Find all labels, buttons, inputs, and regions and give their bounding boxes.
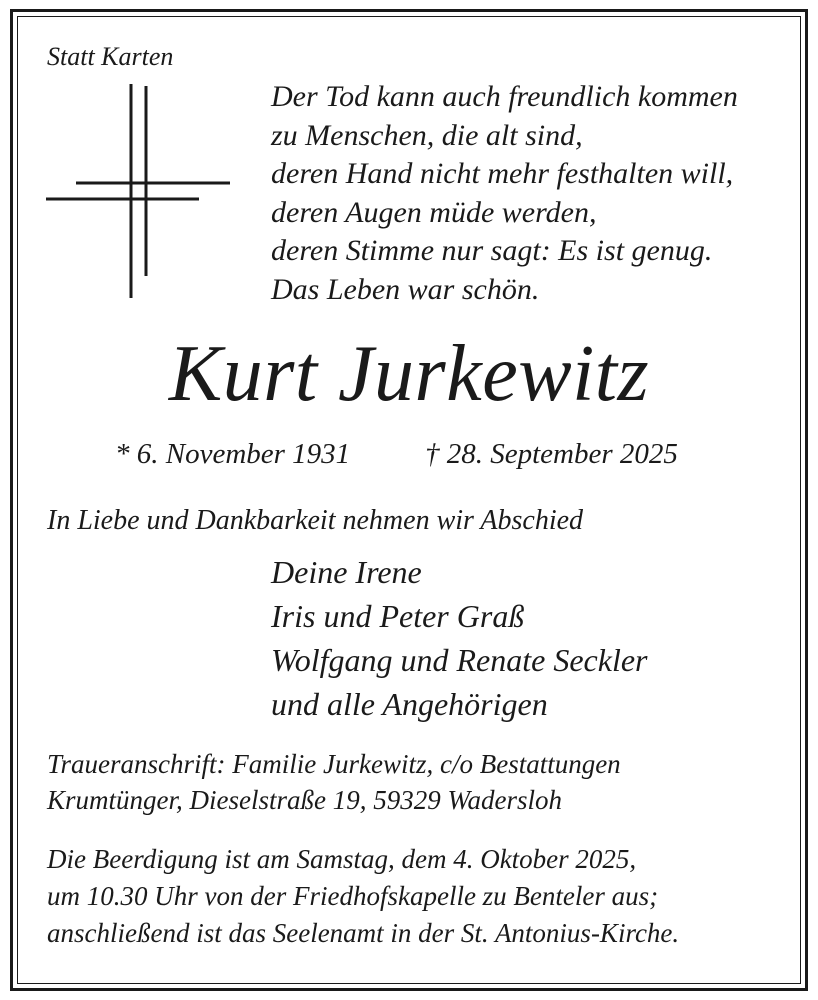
- poem-line: deren Stimme nur sagt: Es ist genug.: [271, 234, 713, 267]
- funeral-line: anschließend ist das Seelenamt in der St. Antonius-Kirche.: [47, 918, 680, 948]
- deceased-name: Kurt Jurkewitz: [168, 330, 650, 418]
- mourner: Wolfgang und Renate Seckler: [271, 642, 648, 678]
- cross-icon: [44, 84, 234, 300]
- poem-line: deren Augen müde werden,: [271, 195, 597, 229]
- poem: [271, 82, 738, 313]
- poem-line: zu Menschen, die alt sind,: [271, 118, 583, 152]
- address-line: Traueranschrift: Familie Jurkewitz, c/o Bestattungen: [47, 749, 621, 779]
- poem-line: deren Hand nicht mehr festhalten will,: [271, 157, 734, 190]
- mourner: und alle Angehörigen: [271, 686, 548, 722]
- mourner: Deine Irene: [271, 554, 422, 590]
- poem-line: Das Leben war schön.: [271, 272, 540, 306]
- mourners-list: [271, 556, 648, 732]
- funeral-details: [47, 846, 679, 957]
- death-date: † 28. September 2025: [425, 438, 678, 470]
- mourning-address: [47, 751, 621, 823]
- poem-line: Der Tod kann auch freundlich kommen: [271, 80, 738, 113]
- funeral-line: Die Beerdigung ist am Samstag, dem 4. Oktober 2025,: [47, 844, 637, 874]
- birth-date: * 6. November 1931: [115, 438, 351, 470]
- funeral-line: um 10.30 Uhr von der Friedhofskapelle zu Benteler aus;: [47, 881, 659, 911]
- statt-karten-label: Statt Karten: [47, 42, 174, 71]
- address-line: Krumtünger, Dieselstraße 19, 59329 Wadersloh: [47, 785, 563, 815]
- farewell-text: In Liebe und Dankbarkeit nehmen wir Abschied: [47, 505, 584, 536]
- mourner: Iris und Peter Graß: [271, 598, 525, 634]
